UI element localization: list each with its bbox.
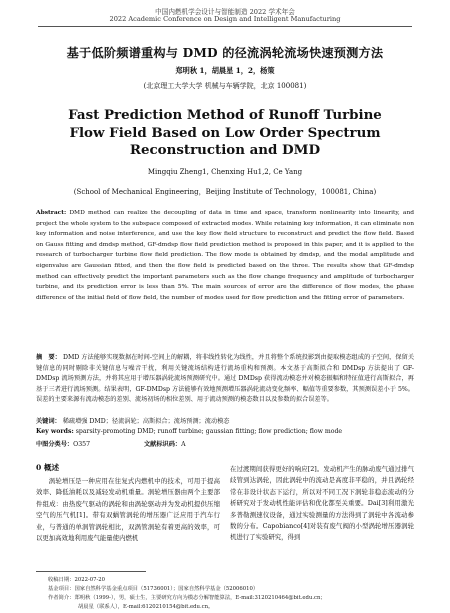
clc-value: O357 [73,441,91,448]
doc-value: A [181,441,186,448]
affiliation-cn: (北京理工大学大学 机械与车辆学院，北京 100081) [143,82,307,90]
header-divider [38,26,412,27]
footnote-author-intro: 作者简介：郑明秋（1999-），男，硕士生，主要研究方向为模态分解智能算法，E-mail:3120210464@bit.edu.cn； [48,595,326,601]
keywords-cn [36,417,414,427]
clc-label: 中图分类号： [36,441,74,448]
classification-line [36,439,414,448]
abstract-cn-label: 摘 要： [36,354,61,361]
body-column-left: 涡轮增压是一种应用在往复式内燃机中的技术，可用于提高效率、降低油耗以及减轻发动机重量。涡轮增压器由两个主要部件组成：由热废气驱动的涡轮和由涡轮驱动并为发动机提供压缩空气的压气机[1]。带有双蜗管涡轮的增压器广泛应用于汽车行业，与普通的单涡管涡轮相比，双涡管涡轮有着更高的效率，可以更加高效地利用废气能量使内燃机 [36,477,220,543]
keywords-cn-text: 稀疏增强 DMD；径流涡轮；高斯拟合；流场预测；流动模态 [62,418,230,425]
doc-code-field [144,441,212,448]
keywords-en-text: sparsity-promoting DMD; runoff turbine; gaussian fitting; flow prediction; flow mode [75,428,343,435]
footnote-received: 收稿日期：2022-07-20 [48,577,106,583]
abstract-en [36,208,414,303]
section-title: 0 概述 [36,463,60,472]
keywords-cn-label: 关键词： [36,418,61,425]
keywords-en [36,427,414,437]
affiliation-en: (School of Mechanical Engineering，Beijing Institute of Technology，100081, China) [73,188,377,196]
authors-en: Mingqiu Zheng1, Chenxing Hu1,2, Ce Yang [147,168,303,176]
abstract-en-text: DMD method can realize the decoupling of data in time and space, transform nonlinearity into linearity, and project the whole system to the subspace composed of extracted modes. While retaining key information, it can eliminate non key information and noise interference, and use the key flow field structure to reconstruct and predict the flow field. Based on Gauss fitting and dmdsp method, GF-dmdsp flow field prediction method is proposed in this paper, and it is applied to the research of turbocharger turbine flow field prediction. The flow mode is obtained by dmdsp, and the modal amplitude and eigenvalue are Gaussian fitted, and then the flow field is predicted based on the three. The results show that GF-dmdsp method can effectively predict the important parameters such as the flow change frequency and amplitude of turbocharger turbine, and its prediction error is less than 5%. The main sources of error are the difference of flow modes, the phase difference of the initial field of flow field, the number of modes used for flow prediction and the fitting error of parameters. [36,210,415,301]
footnote-divider [36,571,146,572]
abstract-cn [36,353,414,406]
clc-field [36,441,116,448]
paper-title-cn: 基于低阶频谱重构与 DMD 的径流涡轮流场快速预测方法 [66,46,384,60]
abstract-en-label: Abstract: [36,209,67,216]
keywords-en-label: Key words: [36,428,74,435]
footnote-fund: 基金项目：国家自然科学基金重点项目（51736001）；国家自然科学基金（52006010） [48,586,259,592]
doc-label: 文献标识码： [143,441,182,448]
conference-title-en: 2022 Academic Conference on Design and Intelligent Manufacturing [109,15,341,23]
footnote-corresponding: 胡晨星（联系人），E-mail:6120210154@bit.edu.cn。 [78,604,214,610]
body-column-right: 在过渡期间获得更好的响应[2]。发动机产生的脉动废气通过排气歧管到达涡轮，因此涡轮中的流动是高度非平稳的，并且涡轮经常在非设计状态下运行，所以对不同工况下涡轮非稳态流动的分析研究对于发动机性能评估和优化都至关重要。Dai[3]利用激光多普勒测速仪设备，通过实验测量的方法得到了涡轮中各流动参数的分布。Capobianco[4]对装有废气阀的小型涡轮增压器涡轮机进行了实验研究，得到 [230,465,414,542]
conference-title-cn: 中国内燃机学会设计与智能制造 2022 学术年会 [155,8,295,16]
abstract-cn-text: DMD 方法能够实现数据在时间-空间上的解耦，将非线性转化为线性，并且将整个系统投影到由提取模态组成的子空间，保留关键信息的同时剔除非关键信息与噪音干扰，利用关键流场结构进行流场重构和预测。本文基于高斯拟合和 DMDsp 方法提出了 GF-DMDsp 流场预测方法，并将其应用于增压器涡轮流场预测研究中。通过 DMDsp 获得流动模态并对模态振幅和特征值进行高斯拟合，再基于三者进行流场预测。结果表明，GF-DMDsp 方法能够有效地预测增压器涡轮流动变化频率、幅值等重要参数，其预测误差小于 5%。误差的主要来源有流动模态的差别、流场初场的相位差别、用于流动预测的模态数目以及参数的拟合误差等。 [36,354,415,404]
authors-cn: 郑明秋 1，胡晨星 1，2，杨策 [175,66,275,75]
paper-title-en: Fast Prediction Method of Runoff Turbine Flow Field Based on Low Order Spectrum Reconstruction and DMD [68,107,382,158]
